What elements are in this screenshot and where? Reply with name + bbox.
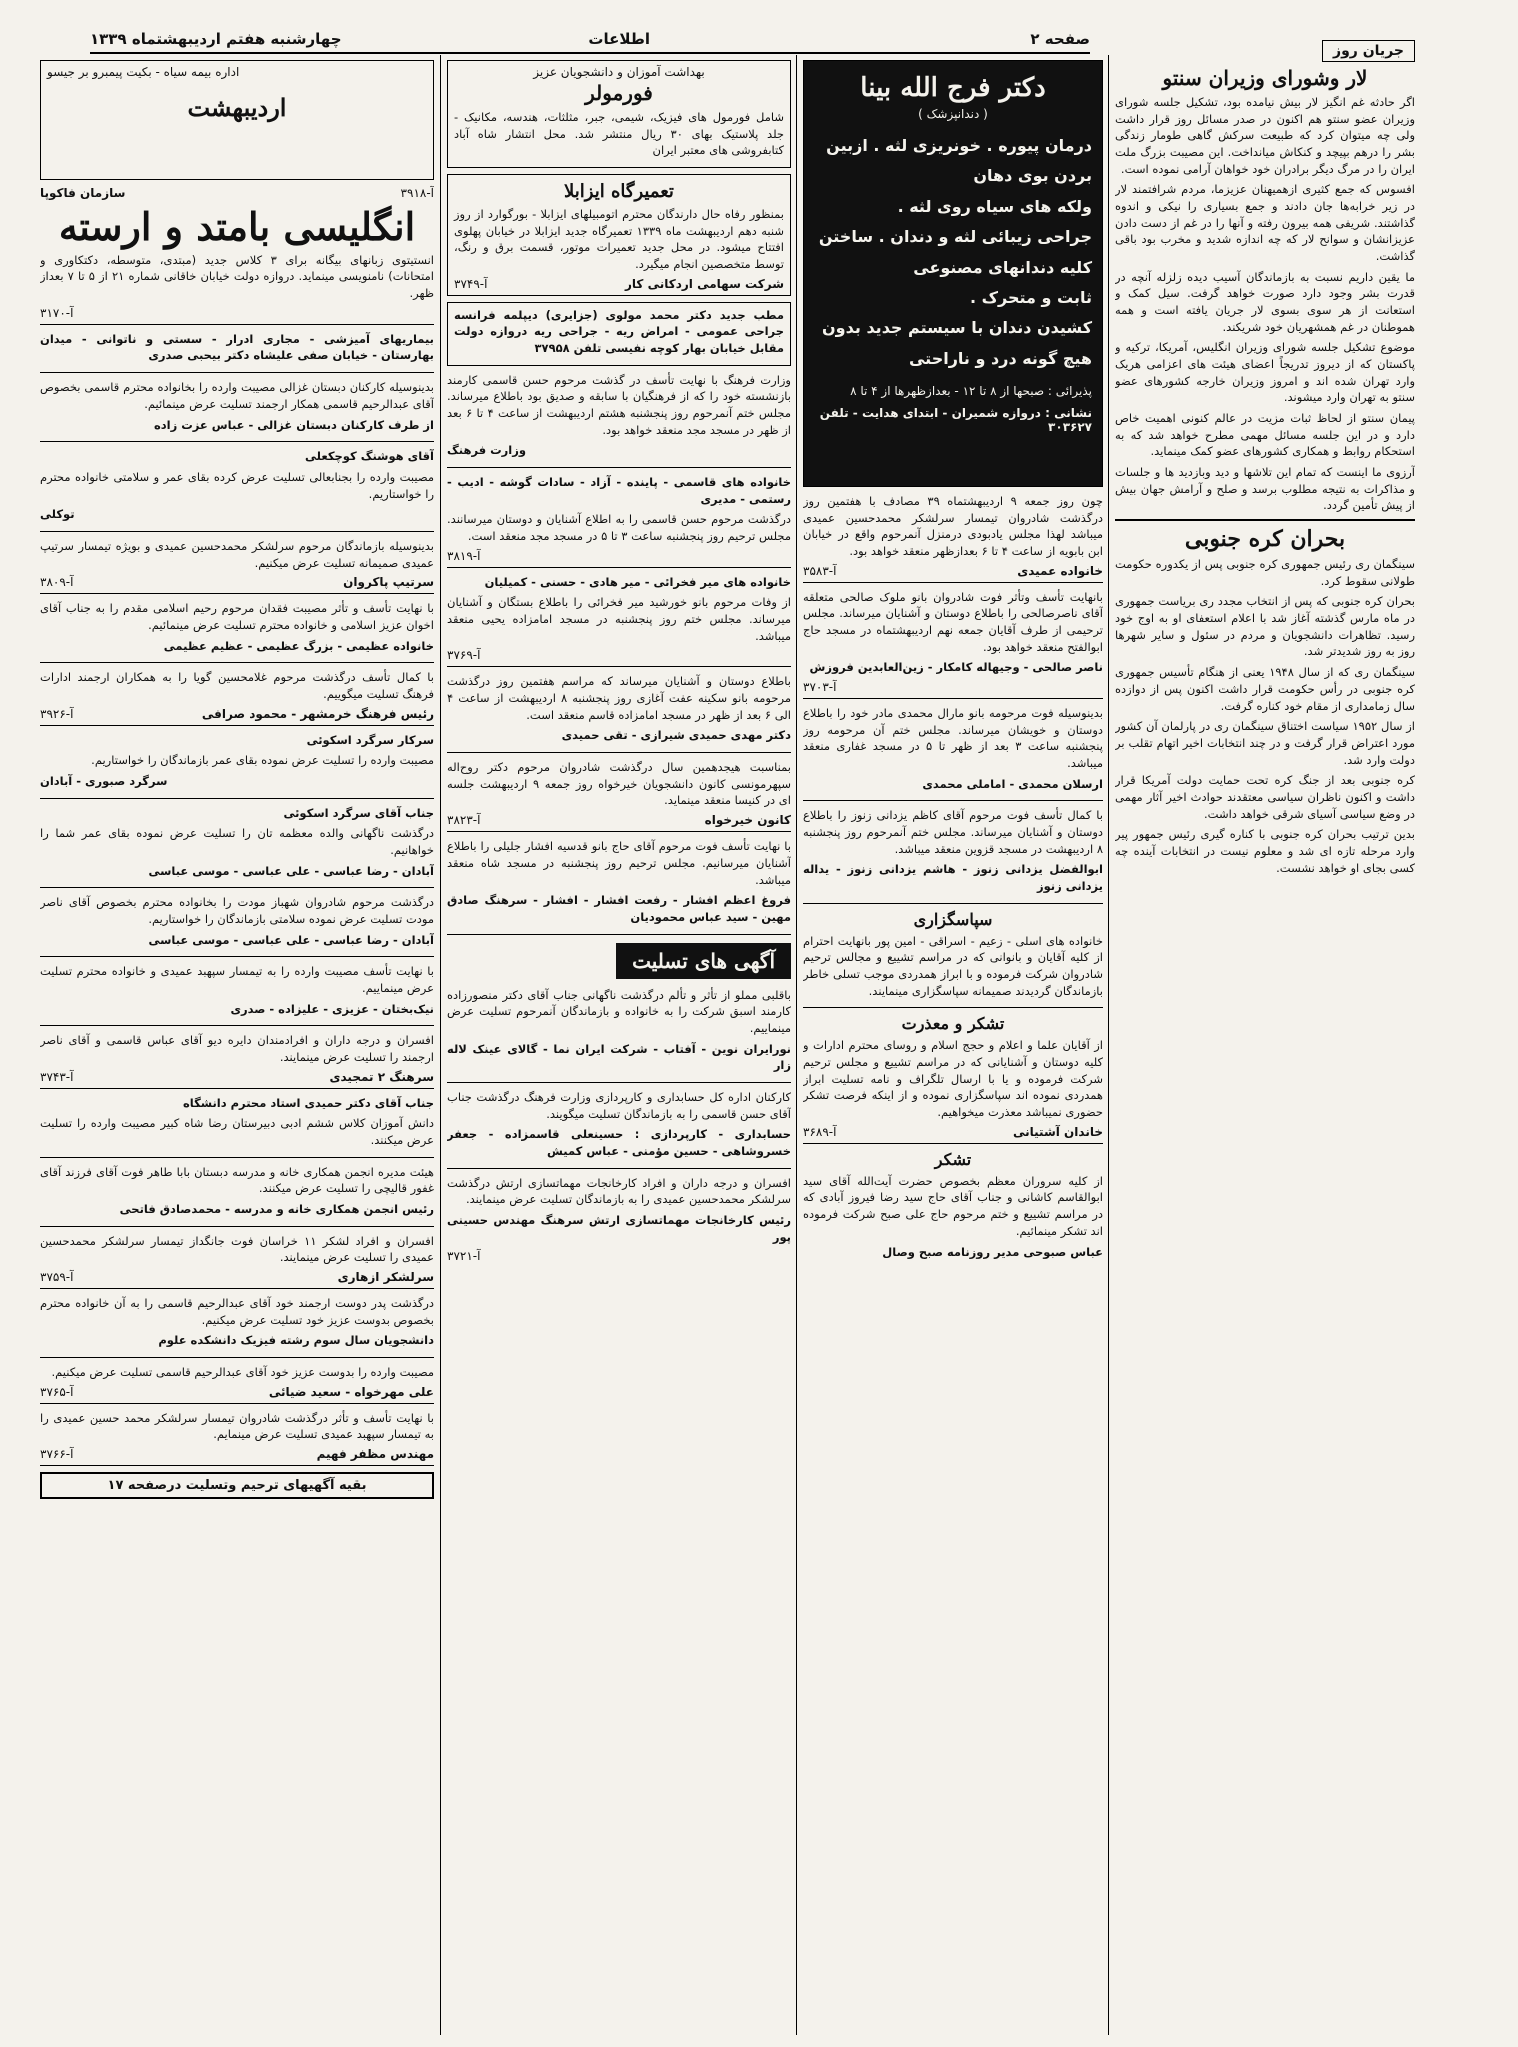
notice	[40, 1233, 434, 1289]
notice-code: آ-۳۷۶۹	[447, 648, 481, 663]
article-paragraph: بحران کره جنوبی که پس از انتخاب مجدد ری بریاست جمهوری در ماه مارس گذشته آغاز شد با اعلام استعفای او به اوج خود رسید. تظاهرات دانشجویان و مردم در سئول و سایر شهرها روز به روز شدیدتر شد.	[1115, 594, 1415, 659]
notice-text: با کمال تأسف فوت مرحوم آقای کاظم یزدانی زنوز را باطلاع دوستان و آشنایان میرساند. مجلس ختم آنمرحوم روز پنجشنبه ۸ اردیبهشت در مسجد قزوین منعقد میباشد.	[803, 808, 1103, 856]
notice	[803, 807, 1103, 903]
notice-signature: رئیس انجمن همکاری خانه و مدرسه - محمدصادق فاتحی	[119, 1202, 434, 1216]
notice-signature: فروغ اعظم افشار - رفعت افشار - افشار - سرهنگ صادق مهین - سید عباس محمودیان	[447, 893, 791, 924]
article-paragraph: آرزوی ما اینست که تمام این تلاشها و دید وبازدید ها و جلسات و مذاکرات به نتیجه مطلوب برسد و صلح و آرامش جهان بیش از پیش تأمین گردد.	[1115, 465, 1415, 513]
column-rule	[440, 55, 441, 2035]
notice	[447, 673, 791, 753]
ad-line: ولکه های سیاه روی لثه .	[897, 196, 1092, 216]
notice-signature: نیک‌بختان - عزیزی - علیزاده - صدری	[230, 1001, 434, 1016]
ad-line: درمان پیوره . خونریزی لثه . ازبین بردن بوی دهان	[826, 136, 1092, 186]
notice-text: خانواده های اسلی - زعیم - اسراقی - امین پور بانهایت احترام از کلیه آقایان و بانوانی که در مراسم تشییع و مجالس ترحیم شادروان شرکت فرموده و با ابراز همدردی موجب تسلی خاطر بازماندگان گردیدند صمیمانه سپاسگزاری مینمایند.	[803, 933, 1103, 998]
notice-signature: کانون خیرخواه	[704, 813, 791, 828]
notice-text: با نهایت تأسف و تأثر درگذشت شادروان تیمسار سرلشکر محمد حسین عمیدی را به تیمسار سپهبد عمیدی تسلیت عرض مینمایم.	[40, 1410, 434, 1442]
article-paragraph: پیمان سنتو از لحاظ ثبات مزیت در عالم کنونی اهمیت خاص دارد و در این جلسه مسائل مهمی مطرح خواهد شد که به استحکام روابط و همکاری کشورهای عضو کمک مینماید.	[1115, 411, 1415, 459]
notice-signature: نورایران نوین - آفتاب - شرکت ایران نما - گالای عینک لاله زار	[447, 1041, 791, 1073]
notice	[803, 705, 1103, 801]
section-tag: جریان روز	[1322, 40, 1415, 62]
notice-text: از آقایان علما و اعلام و حجج اسلام و روسای محترم ادارات و کلیه دوستان و آشنایانی که در مراسم تشییع و مجلس ترحیم شرکت فرموده و یا با ارسال تلگراف و نامه تسلیت ابراز همدردی نموده اند سپاسگزاری نموده و از اینکه فرصت تشکر حضوری نمیباشد معذرت میخواهیم.	[803, 1038, 1103, 1120]
notice-signature: توکلی	[40, 507, 75, 522]
notice	[40, 669, 434, 725]
notice-text: کارکنان اداره کل حسابداری و کارپردازی وزارت فرهنگ درگذشت جناب آقای حسن قاسمی را به بازماندگان تسلیت میگویند.	[447, 1089, 791, 1121]
notice	[447, 1089, 791, 1169]
notice	[447, 759, 791, 832]
notice-code: آ-۳۸۱۹	[447, 548, 481, 563]
ad-address: نشانی : دروازه شمیران - ابتدای هدایت - تلفن ۳۰۳۶۲۷	[819, 406, 1092, 435]
notice-code: آ-۳۸۲۳	[447, 813, 481, 828]
notice	[40, 379, 434, 442]
ad-hours: پذیرائی : صبحها از ۸ تا ۱۲ - بعدازظهرها از ۴ تا ۸	[850, 384, 1092, 399]
notice-text: درگذشت مرحوم حسن قاسمی را به اطلاع آشنایان و دوستان میرسانند. مجلس ترحیم روز پنجشنبه ساعت ۳ تا ۵ در مسجد مجد منعقد است.	[447, 512, 791, 544]
fakoopa-ad	[40, 60, 434, 180]
notice-signature: ارسلان محمدی - اماملی محمدی	[922, 776, 1103, 791]
notice-text: با نهایت تأسف مصیبت وارده را به تیمسار سپهبد عمیدی و خانواده محترم تسلیت عرض مینماییم.	[40, 964, 434, 995]
article-title: لار وشورای وزیران سنتو	[1162, 66, 1368, 90]
article-paragraph: موضوع تشکیل جلسه شورای وزیران انگلیس، آمریکا، ترکیه و پاکستان که از دیروز تدریجاً اعضای هیئت های اعزامی هریک وارد تهران شده اند و امروز وزیران خارجه کشورهای عضو سنتو به تهران وارد میشوند.	[1115, 340, 1415, 405]
notice-text: درگذشت مرحوم شادروان شهباز مودت را بخانواده محترم بخصوص آقای ناصر مودت تسلیت عرض نموده سلامتی بازماندگان را خواستاریم.	[40, 895, 434, 926]
notice-code: آ-۳۷۲۱	[447, 1249, 481, 1264]
notice	[40, 448, 434, 532]
notice-text: بمناسبت هیجدهمین سال درگذشت شادروان مرحوم دکتر روح‌اله سپهرمونسی کانون دانشجویان خیرخواه روز جمعه ۹ اردیبهشت جلسه ای در کنیسا منعقد مینماید.	[447, 760, 791, 808]
clinic-ad	[40, 331, 434, 373]
divider	[1115, 519, 1415, 521]
notice-title: جناب آقای سرگرد اسکوئی	[283, 805, 434, 820]
notice	[803, 933, 1103, 1009]
ad-code: آ-۳۱۷۰	[40, 305, 74, 320]
notice-title: خانواده های میر فخرائی - میر هادی - حسنی - کمیلیان	[484, 574, 791, 589]
notice-code: آ-۳۵۸۳	[803, 563, 837, 578]
column-rule	[1108, 55, 1109, 2035]
condolence-banner: آگهی های تسلیت	[616, 943, 791, 979]
notices-column-4	[40, 60, 434, 2030]
notice-text: بدینوسیله فوت مرحومه بانو مارال محمدی مادر خود را باطلاع دوستان و خویشان میرساند. مجلس ختم آن مرحومه روز پنجشنبه ساعت ۳ بعد از ظهر تا ۵ در مسجد غفاری منعقد میباشد.	[803, 706, 1103, 771]
notice	[40, 1364, 434, 1404]
notice	[803, 1173, 1103, 1260]
newspaper-name: اطلاعات	[588, 30, 650, 48]
notice-text: هیئت مدیره انجمن همکاری خانه و مدرسه دبستان بابا طاهر فوت آقای فرزند آقای غفور قالیچی را تسلیت عرض میکنند.	[40, 1164, 434, 1196]
ad-text: بیماریهای آمیزشی - مجاری ادرار - سستی و ناتوانی - میدان بهارستان - خیابان صفی علیشاه دکتر بیحبی صدری	[40, 331, 434, 363]
notice-title: خانواده های قاسمی - پاینده - آزاد - سادات گوشه - ادیب - رستمی - مدیری	[447, 475, 791, 506]
ad-line: جراحی زیبائی لثه و دندان . ساختن کلیه دندانهای مصنوعی	[818, 227, 1092, 277]
notice-text: با کمال تأسف درگذشت مرحوم غلامحسین گویا را به همکاران ارجمند ادارات فرهنگ تسلیت میگوییم.	[40, 670, 434, 701]
notice-text: افسران و درجه داران و افراد کارخانجات مهماتسازی ارتش درگذشت سرلشکر محمدحسین عمیدی را به بازماندگان تسلیت عرض مینمایند.	[447, 1175, 791, 1207]
ad-text: شامل فورمول های فیزیک، شیمی، جبر، مثلثات، هندسه، مکانیک - جلد پلاستیک بهای ۳۰ ریال منتشر شد. محل انتشار شاه آباد کتابفروشی های معتبر ایران	[454, 110, 784, 158]
notice	[40, 963, 434, 1026]
notice	[447, 987, 791, 1083]
notice-signature: سرلشکر ازهاری	[337, 1270, 434, 1285]
notice	[447, 838, 791, 934]
notice-code: آ-۳۷۵۹	[40, 1270, 74, 1285]
english-institute-ad	[40, 206, 434, 325]
notice	[40, 805, 434, 889]
notice	[40, 600, 434, 663]
ad-signature: شرکت سهامی اردکانی کار	[625, 276, 784, 291]
notice	[40, 1164, 434, 1227]
article-paragraph: کره جنوبی بعد از جنگ کره تحت حمایت دولت آمریکا قرار داشت و اکنون ناظران سیاسی معتقدند حوادث اخیر آثار مهمی در وضع سیاسی آسیای شرقی خواهد داشت.	[1115, 773, 1415, 821]
continuation-footer: بقیه آگهیهای ترحیم وتسلیت درصفحه ۱۷	[40, 1472, 434, 1499]
ad-text: مطب جدید دکتر محمد مولوی (جزایری) دیپلمه فرانسه جراحی عمومی - امراض ریه - جراحی ریه دروازه دولت مقابل خیابان بهار کوچه نفیسی تلفن ۳۷۹۵۸	[454, 307, 784, 356]
notice-text: مصیبت وارده را تسلیت عرض نموده بقای عمر بازماندگان را خواستاریم.	[91, 753, 434, 768]
ad-title: انگلیسی بامتد و ارسته	[58, 204, 416, 249]
notice	[447, 474, 791, 568]
notice	[40, 1095, 434, 1158]
notice	[40, 1295, 434, 1358]
notice-text: با نهایت تأسف و تأثر مصیبت فقدان مرحوم رحیم اسلامی مقدم را به جناب آقای اخوان عزیز اسلامی و خانواده محترم تسلیت عرض مینمائیم.	[40, 601, 434, 632]
notice-signature: مهندس مظفر فهیم	[316, 1447, 434, 1462]
notice-text: وزارت فرهنگ با نهایت تأسف در گذشت مرحوم حسن قاسمی کارمند بازنشسته خود را که از فرهنگیان با سابقه و صدیق بود باطلاع میرساند. مجلس ختم آنمرحوم روز پنجشنبه هشتم اردیبهشت از ساعت ۴ تا ۶ بعد از ظهر در مسجد مجد منعقد خواهد بود.	[447, 372, 791, 437]
notices-column-3	[447, 60, 791, 2030]
notice-text: مصیبت وارده را بجنابعالی تسلیت عرض کرده بقای عمر و سلامتی خانواده محترم را خواستاریم.	[40, 469, 434, 501]
section-title: تشکر و معذرت	[901, 1014, 1005, 1034]
ad-code: آ-۳۹۱۸	[400, 186, 434, 200]
notice-text: باقلبی مملو از تأثر و تألم درگذشت ناگهانی جناب آقای دکتر منصورزاده کارمند اسبق شرکت را به خانواده و بازماندگان آنمرحوم تسلیت عرض مینماییم.	[447, 987, 791, 1035]
notice-signature: وزارت فرهنگ	[447, 443, 527, 458]
notice-title: سرکار سرگرد اسکوئی	[306, 732, 434, 747]
notice-signature: عباس صبوحی مدیر روزنامه صبح وصال	[882, 1244, 1103, 1259]
notice-signature: سرگرد صبوری - آبادان	[40, 773, 168, 788]
notice-text: از کلیه سروران معظم بخصوص حضرت آیت‌الله آقای سید ابوالقاسم کاشانی و جناب آقای حاج سید رضا فیروز آبادی که در مراسم تشییع و ختم مرحوم حاج علی صبح شرکت فرموده اند تشکر مینمائیم.	[803, 1173, 1103, 1238]
ad-name: دکتر فرج الله بینا	[860, 73, 1046, 103]
notice-signature: خانواده عمیدی	[1017, 563, 1103, 578]
ad-subtitle: بهداشت آموزان و دانشجویان عزیز	[533, 65, 705, 79]
formula-book-ad	[447, 60, 791, 168]
notice-signature: خانواده عظیمی - بزرگ عظیمی - عظیم عظیمی	[163, 638, 434, 653]
notice-signature: از طرف کارکنان دبستان غزالی - عباس عزت زاده	[153, 417, 434, 432]
notice	[447, 1175, 791, 1264]
ad-line: کشیدن دندان با سیستم جدید بدون هیچ گونه درد و ناراحتی	[822, 318, 1092, 368]
notice-code: آ-۳۷۰۳	[803, 680, 837, 695]
notice-code: آ-۳۷۴۳	[40, 1069, 74, 1084]
notice-text: افسران و درجه داران و افرادمندان دایره دیو آقای عباس قاسمی و آقای ناصر ارجمند را تسلیت عرض مینمایند.	[40, 1033, 434, 1064]
notice-title: جناب آقای دکتر حمیدی استاد محترم دانشگاه	[182, 1095, 434, 1110]
notice	[803, 589, 1103, 699]
notice-signature: خاندان آشتیانی	[1013, 1124, 1103, 1139]
notice-signature: ابوالفضل یزدانی زنوز - هاشم یزدانی زنوز - یداله یزدانی زنوز	[803, 862, 1103, 894]
notice-text: بدینوسیله بازماندگان مرحوم سرلشکر محمدحسین عمیدی و بویژه تیمسار سرتیپ عمیدی صمیمانه تسلیت عرض میکنیم.	[40, 538, 434, 570]
notices-column-2	[803, 60, 1103, 2030]
notice	[40, 1032, 434, 1088]
notice-text: افسران و افراد لشکر ۱۱ خراسان فوت جانگداز تیمسار سرلشکر محمدحسین عمیدی را تسلیت عرض مینمایند.	[40, 1233, 434, 1265]
notice-text: باطلاع دوستان و آشنایان میرساند که مراسم هفتمین روز درگذشت مرحومه بانو سکینه عفت آغازی روز پنجشنبه ۸ اردیبهشت از ساعت ۴ الی ۶ بعد از ظهر در مسجد امامزاده قاسم منعقد است.	[447, 674, 791, 722]
notice-signature: رئیس کارخانجات مهماتسازی ارتش سرهنگ مهندس حسینی پور	[447, 1212, 791, 1244]
ad-code: آ-۳۷۴۹	[454, 276, 488, 291]
ad-line: ثابت و متحرک .	[970, 287, 1092, 307]
notice	[40, 1410, 434, 1466]
section-title: سپاسگزاری	[913, 909, 993, 929]
article-paragraph: سینگمان ری که از سال ۱۹۴۸ یعنی از هنگام تأسیس جمهوری کره جنوبی در رأس حکومت قرار داشت اکنون پس از دوازده سال زمامداری از مقام خود کناره گرفت.	[1115, 665, 1415, 713]
notice-signature: سرتیپ پاکروان	[343, 575, 434, 590]
article-paragraph: بدین ترتیب بحران کره جنوبی با کناره گیری رئیس جمهور پیر وارد مرحله تازه ای شد و معلوم نیست در انتخابات آینده چه کسی بجای او خواهد نشست.	[1115, 827, 1415, 875]
article-paragraph: از سال ۱۹۵۲ سیاست اختناق سینگمان ری در پارلمان آن کشور مورد اعتراض قرار گرفت و در چند انتخابات اخیر اتهام تقلب بر دولت وارد شد.	[1115, 719, 1415, 767]
ad-text: انستیتوی زبانهای بیگانه برای ۳ کلاس جدید (مبتدی، متوسطه، دکتکاوری و امتحانات) نامنویسی مینماید. دروازه دولت خیابان خاقانی شماره ۲۱ از ۵ تا ۷ بعداز ظهر.	[40, 252, 434, 301]
notice-text: بدینوسیله کارکنان دبستان غزالی مصیبت وارده را بخانواده محترم قاسمی بخصوص آقای عبدالرحیم قاسمی همکار ارجمند تسلیت عرض مینمائیم.	[40, 380, 434, 411]
notice	[40, 538, 434, 594]
notice-signature: دانشجویان سال سوم رشته فیزیک دانشکده علوم	[158, 1333, 434, 1348]
notice-code: آ-۳۶۸۹	[803, 1124, 837, 1139]
notice	[803, 493, 1103, 583]
notice-text: دانش آموزان کلاس ششم ادبی دبیرستان رضا شاه کبیر مصیبت وارده را تسلیت عرض میکنند.	[40, 1116, 434, 1147]
notice-signature: حسابداری - کارپردازی : حسینعلی قاسمزاده - جعفر خسروشاهی - حسین مؤمنی - عباس کمیش	[447, 1127, 791, 1158]
notice-text: درگذشت ناگهانی والده معظمه تان را تسلیت عرض نموده بقای عمر شما را خواهانیم.	[40, 826, 434, 857]
notice-signature: آبادان - رضا عباسی - علی عباسی - موسی عباسی	[148, 932, 434, 947]
notice-signature: علی مهرخواه - سعید ضیائی	[268, 1384, 434, 1399]
notice-text: از وفات مرحوم بانو خورشید میر فخرائی را باطلاع بستگان و آشنایان میرساند. مجلس ختم روز پنجشنبه در مسجد امامزاده یحیی منعقد میباشد.	[447, 595, 791, 643]
ad-signature: سازمان فاکوپا	[40, 186, 126, 200]
notice-signature: دکتر مهدی حمیدی شیرازی - تقی حمیدی	[561, 728, 791, 743]
notice-code: آ-۳۸۰۹	[40, 575, 74, 590]
notice-text: بانهایت تأسف وتأثر فوت شادروان بانو ملوک صالحی متعلقه آقای ناصرصالحی را باطلاع دوستان و آشنایان میرساند. مجلس ترحیمی از طرف آقایان جمعه نهم اردیبهشتماه در مسجد حاج ابوالفتح منعقد خواهد بود.	[803, 589, 1103, 654]
notice-signature: ناصر صالحی - وجیهاله کامکار - زین‌العابدین فروزش	[809, 660, 1103, 675]
article-paragraph: ما یقین داریم نسبت به بازماندگان آسیب دیده زلزله آنچه در قدرت بشر وجود دارد صورت خواهد گرفت. سیل کمک و استعانت از هر سوی بسوی لار جریان یافته است و همه هموطنان در غم همشهریان خود شریکند.	[1115, 269, 1415, 334]
notice-title: آقای هوشنگ کوچکعلی	[305, 449, 434, 464]
notice-text: با نهایت تأسف فوت مرحوم آقای حاج بانو قدسیه افشار جلیلی را باطلاع آشنایان میرسانیم. مجلس ترحیم روز پنجشنبه در مسجد شاه منعقد میباشد.	[447, 839, 791, 887]
article-paragraph: اگر حادثه غم انگیز لار بیش نیامده بود، تشکیل جلسه شورای وزیران عضو سنتو هم اکنون در صدر مسائل روز قرار داشت ولی چه میتوان کرد که طبیعت سرکش گاهی طومار زندگی بشر را درهم بپیچد و کنکاش میانداخت. این مصیبت بزرگ ملت ایران را در مرگ دیگر برادران خود خواهان آرامی نموده است.	[1115, 95, 1415, 176]
article-title: بحران کره جنوبی	[1184, 526, 1346, 553]
notice	[447, 574, 791, 668]
notice-text: مصیبت وارده را بدوست عزیز خود آقای عبدالرحیم قاسمی تسلیت عرض میکنیم.	[51, 1365, 434, 1380]
notice-text: درگذشت پدر دوست ارجمند خود آقای عبدالرحیم قاسمی را به آن خانواده محترم بخصوص بدوست عزیز خود تسلیت عرض میکنیم.	[40, 1296, 434, 1327]
ad-text: اداره بیمه سیاه - بکیت پیمبرو بر جیسو	[47, 65, 240, 79]
notice-signature: آبادان - رضا عباسی - علی عباسی - موسی عباسی	[148, 863, 434, 878]
article-paragraph: افسوس که جمع کثیری ازهمیهنان عزیزما، مردم شرافتمند لار در زیر خرابه‌ها جان دادند و جمع بسیاری را نیکی و اندوه گذاشتند. شریفی همه بیرون رفته و آنها را در غم از دست دادن عزیزانشان و سوانح لار که چه اندازه شدید و مخرب بود باقی گذاشت.	[1115, 182, 1415, 264]
section-title: تشکر	[934, 1149, 972, 1169]
notice-signature: سرهنگ ۲ تمجیدی	[329, 1069, 434, 1084]
notice	[40, 894, 434, 957]
dentist-ad	[803, 60, 1103, 487]
notice	[40, 732, 434, 799]
notice-text: چون روز جمعه ۹ اردیبهشتماه ۳۹ مصادف با هفتمین روز درگذشت شادروان تیمسار سرلشکر محمدحسین عمیدی میباشد لهذا مجلس یادبودی درمنزل آنمرحوم واقع در خیابان ابن بابویه از ساعت ۴ تا ۶ بعدازظهر منعقد خواهد بود.	[803, 494, 1103, 559]
column-rule	[796, 55, 797, 2035]
notice-code: آ-۳۹۲۶	[40, 706, 74, 721]
notice-code: آ-۳۷۶۶	[40, 1447, 74, 1462]
notice	[447, 372, 791, 468]
page-number: صفحه ۲	[1030, 30, 1090, 48]
notice-code: آ-۳۷۶۵	[40, 1384, 74, 1399]
notice	[803, 1037, 1103, 1143]
article-paragraph: سینگمان ری رئیس جمهوری کره جنوبی پس از یکدوره حکومت طولانی سقوط کرد.	[1115, 557, 1415, 588]
editorial-column	[1115, 40, 1415, 2030]
ad-title: فورمولر	[585, 81, 653, 105]
clinic-ad	[447, 302, 791, 366]
ad-title: تعمیرگاه ایزابلا	[564, 181, 674, 203]
page-header	[90, 30, 1090, 54]
ad-text: بمنظور رفاه حال دارندگان محترم اتومبیلهای ایزابلا - بورگوارد از روز شنبه دهم اردیبهشت ماه ۱۳۳۹ تعمیرگاه جدید ایزابلا در خیابان پهلوی افتتاح میشود. در محل جدید تعمیرات موتور، قسمت برق و رنگ، توسط متخصصین انجام میگیرد.	[454, 207, 784, 272]
notice-signature: رئیس فرهنگ خرمشهر - محمود صرافی	[201, 706, 434, 721]
ad-subtitle: ( دندانپزشک )	[918, 107, 988, 121]
issue-date: چهارشنبه هفتم اردیبهشتماه ۱۳۳۹	[90, 30, 342, 48]
ad-title: اردیبهشت	[187, 93, 287, 122]
garage-ad	[447, 174, 791, 296]
